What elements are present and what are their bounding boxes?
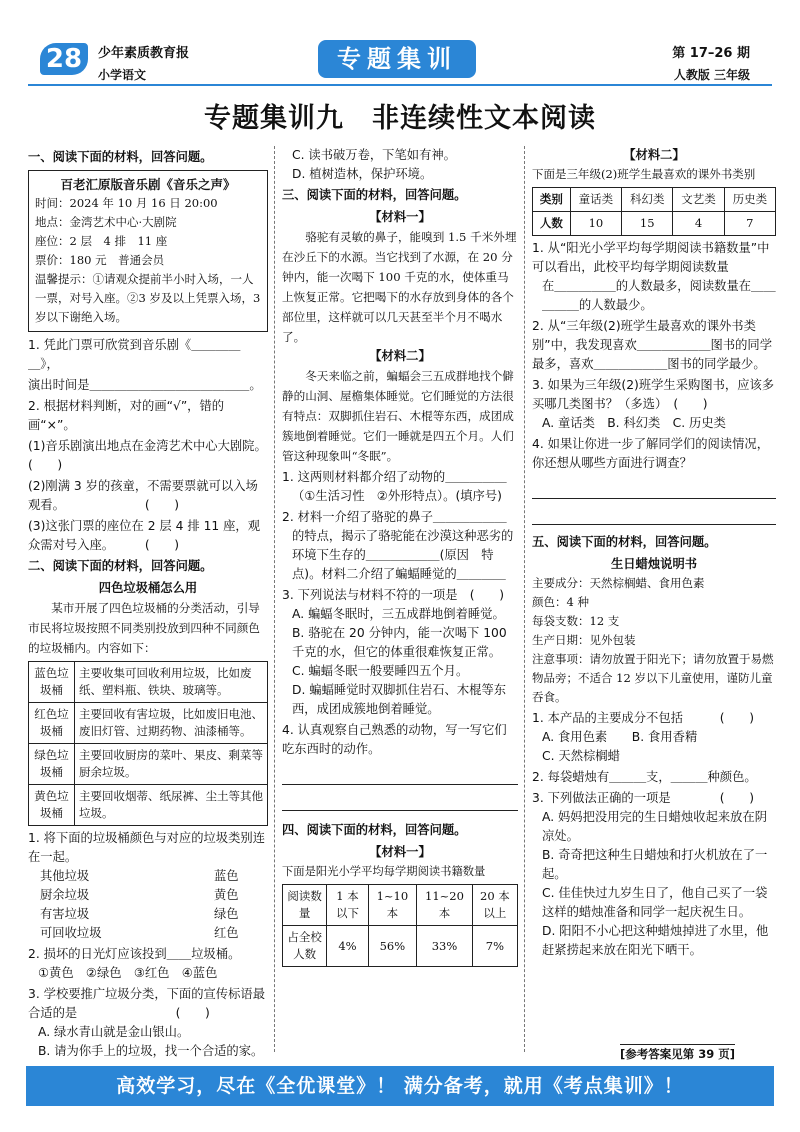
question-line: 演出时间是＿＿＿＿＿＿＿＿＿＿＿＿＿。 [28, 378, 262, 392]
section-4-heading: 四、阅读下面的材料，回答问题。 [282, 823, 467, 837]
option-c: C. 蝙蝠冬眠一般要睡四五个月。 [292, 664, 469, 678]
section-4-intro: 下面是阳光小学平均每学期阅读书籍数量 [282, 865, 486, 878]
footer-banner: 高效学习，尽在《全优课堂》！ 满分备考，就用《考点集训》！ [26, 1066, 774, 1106]
question-line: (1)音乐剧演出地点在金湾艺术中心大剧院。 ( ) [28, 439, 360, 472]
option-b: B. 请为你手上的垃圾，找一个合适的家。 [38, 1044, 264, 1058]
option-a: A. 妈妈把没用完的生日蜡烛收起来放在阴凉处。 [542, 810, 768, 843]
ticket-line: 时间：2024 年 10 月 16 日 20:00 [35, 196, 218, 210]
match-item: 有害垃圾 [40, 907, 90, 921]
match-item: 厨余垃圾 [40, 888, 90, 902]
question-line: 在＿＿＿＿＿的人数最多，阅读数量在＿＿＿＿＿的人数最少。 [542, 279, 776, 312]
question-line: （①生活习性 ②外形特点）。(填序号) [292, 489, 502, 503]
ticket-box [28, 170, 268, 332]
table-header-cell: 类别 [533, 188, 571, 212]
table-cell: 7% [472, 926, 517, 967]
spec-line: 每袋支数：12 支 [532, 614, 620, 628]
banner-title: 专题集训 [318, 40, 476, 78]
material-1-text: 骆驼有灵敏的鼻子，能嗅到 1.5 千米外埋在沙丘下的水源。当它找到了水源，在 20 分钟内，能一次喝下 100 千克的水，使体重马上恢复正常。它把喝下的水存放到身体的各个部位里，这样就可以几天甚至半个月不喝水了。 [282, 230, 517, 344]
table-row [29, 662, 268, 703]
table-cell: 人数 [533, 212, 571, 236]
bin-name: 绿色垃圾桶 [29, 744, 75, 785]
table-row [29, 703, 268, 744]
spec-line: 主要成分：天然棕榈蜡、食用色素 [532, 576, 705, 590]
bin-desc: 主要回收厨房的菜叶、果皮、剩菜等厨余垃圾。 [75, 744, 268, 785]
ticket-line: 温馨提示：①请观众提前半小时入场，一人一票，对号入座。②3 岁及以上凭票入场，3 岁以下谢绝入场。 [35, 272, 261, 324]
material-1-label: 【材料一】 [369, 210, 431, 224]
question-line: 的特点，揭示了骆驼能在沙漠这种恶劣的 [292, 529, 514, 543]
material-2-label: 【材料二】 [369, 349, 431, 363]
question-line: 2. 每袋蜡烛有＿＿＿支，＿＿＿种颜色。 [532, 770, 757, 784]
table-row [283, 885, 518, 926]
section-2-intro: 某市开展了四色垃圾桶的分类活动，引导市民将垃圾按照不同类别投放到四种不同颜色的垃圾桶内。内容如下： [28, 601, 260, 655]
table-header-cell: 20 本以上 [472, 885, 517, 926]
subject-label: 小学语文 [98, 68, 147, 82]
header-rule [28, 84, 772, 86]
question-line: 2. 从“三年级(2)班学生最喜欢的课外书类别”中，我发现喜欢＿＿＿＿＿＿图书的同学最多，喜欢＿＿＿＿＿＿图书的同学最少。 [532, 319, 773, 371]
table-header-cell: 童话类 [570, 188, 621, 212]
option-b: B. 奇奇把这种生日蜡烛和打火机放在了一起。 [542, 848, 768, 881]
material-2-label: 【材料二】 [623, 148, 685, 162]
column-3 [532, 146, 776, 960]
category-table [532, 187, 776, 236]
option-d: D. 植树造林，保护环境。 [292, 167, 433, 181]
issue-label: 第 17–26 期 [672, 46, 750, 61]
section-2-title: 四色垃圾桶怎么用 [98, 581, 198, 595]
column-divider [524, 146, 525, 1052]
material-1-label: 【材料一】 [369, 845, 431, 859]
ticket-line: 地点：金湾艺术中心·大剧院 [35, 215, 177, 229]
question-line: 4. 认真观察自己熟悉的动物，写一写它们吃东西时的动作。 [282, 723, 507, 756]
table-row [29, 785, 268, 826]
question-line: 1. 这两则材料都介绍了动物的＿＿＿＿＿ [282, 470, 507, 484]
bin-desc: 主要收集可回收利用垃圾，比如废纸、塑料瓶、铁块、玻璃等。 [75, 662, 268, 703]
question-line: (2)刚满 3 岁的孩童，不需要票就可以入场观看。 ( ) [28, 479, 258, 512]
match-item: 绿色 [214, 907, 239, 921]
table-header-cell: 历史类 [724, 188, 775, 212]
table-cell: 4 [673, 212, 724, 236]
question-line: 2. 根据材料判断，对的画“√”，错的画“×”。 [28, 399, 225, 432]
ticket-line: 座位：2 层 4 排 11 座 [35, 234, 168, 248]
material-2-intro: 下面是三年级(2)班学生最喜欢的课外书类别 [532, 167, 756, 181]
table-header-cell: 11~20 本 [417, 885, 473, 926]
bin-desc: 主要回收有害垃圾，比如废旧电池、废旧灯管、过期药物、油漆桶等。 [75, 703, 268, 744]
edition-label: 人教版 三年级 [673, 68, 750, 82]
match-item: 黄色 [214, 888, 239, 902]
bin-name: 黄色垃圾桶 [29, 785, 75, 826]
table-cell: 7 [724, 212, 775, 236]
section-5-title: 生日蜡烛说明书 [610, 557, 698, 571]
ticket-title: 百老汇原版音乐剧《音乐之声》 [60, 177, 236, 192]
table-cell: 10 [570, 212, 621, 236]
answer-line[interactable] [282, 785, 518, 811]
answer-line[interactable] [532, 473, 776, 499]
match-item: 蓝色 [214, 869, 239, 883]
bin-name: 蓝色垃圾桶 [29, 662, 75, 703]
column-divider [274, 146, 275, 1052]
table-header-cell: 1~10 本 [368, 885, 416, 926]
question-line: 2. 损坏的日光灯应该投到＿＿垃圾桶。 [28, 947, 241, 961]
option-d: D. 蝙蝠睡觉时双脚抓住岩石、木棍等东西，成团成簇地倒着睡觉。 [292, 683, 507, 716]
spec-line: 注意事项：请勿放置于阳光下；请勿放置于易燃物品旁；不适合 12 岁以下儿童使用，谨防儿童吞食。 [532, 652, 774, 704]
page-title: 专题集训九 非连续性文本阅读 [204, 103, 596, 134]
question-line: 4. 如果让你进一步了解同学们的阅读情况，你还想从哪些方面进行调查？ [532, 437, 769, 470]
question-line: 点)。材料二介绍了蝙蝠睡觉的＿＿＿＿ [292, 567, 506, 581]
table-header-cell: 1 本以下 [327, 885, 368, 926]
table-row [533, 212, 776, 236]
options-line: C. 天然棕榈蜡 [542, 749, 620, 763]
table-header-cell: 阅读数量 [283, 885, 327, 926]
section-2-heading: 二、阅读下面的材料，回答问题。 [28, 559, 213, 573]
section-5-heading: 五、阅读下面的材料，回答问题。 [532, 535, 717, 549]
question-line: 1. 将下面的垃圾桶颜色与对应的垃圾类别连在一起。 [28, 831, 265, 864]
ticket-line: 票价：180 元 普通会员 [35, 253, 165, 267]
option-d: D. 阳阳不小心把这种蜡烛掉进了水里，他赶紧捞起来放在阳光下晒干。 [542, 924, 769, 957]
spec-line: 颜色：4 种 [532, 595, 589, 609]
answer-line[interactable] [282, 759, 518, 785]
match-item: 其他垃圾 [40, 869, 90, 883]
bin-name: 红色垃圾桶 [29, 703, 75, 744]
material-2-text: 冬天来临之前，蝙蝠会三五成群地找个僻静的山洞、屋檐集体睡觉。它们睡觉的方法很有特点：双脚抓住岩石、木棍等东西，成团成簇地倒着睡觉。它们一睡就是四五个月。人们管这种现象叫“冬眠”。 [282, 369, 514, 463]
reading-table [282, 884, 518, 967]
table-header-cell: 文艺类 [673, 188, 724, 212]
table-cell: 占全校人数 [283, 926, 327, 967]
bin-desc: 主要回收烟蒂、纸尿裤、尘土等其他垃圾。 [75, 785, 268, 826]
question-line: (3)这张门票的座位在 2 层 4 排 11 座，观众需对号入座。 ( ) [28, 519, 261, 552]
options-line: ①黄色 ②绿色 ③红色 ④蓝色 [38, 966, 218, 980]
section-1-heading: 一、阅读下面的材料，回答问题。 [28, 150, 213, 164]
option-b: B. 骆驼在 20 分钟内，能一次喝下 100 千克的水，但它的体重很难恢复正常。 [292, 626, 507, 659]
option-a: A. 绿水青山就是金山银山。 [38, 1025, 190, 1039]
question-line: 3. 下列说法与材料不符的一项是 ( ) [282, 588, 504, 602]
match-item: 可回收垃圾 [40, 926, 102, 940]
options-line: A. 食用色素 B. 食用香精 [542, 730, 698, 744]
table-cell: 56% [368, 926, 416, 967]
match-item: 红色 [214, 926, 239, 940]
question-line: 1. 凭此门票可欣赏到音乐剧《＿＿＿＿＿》， [28, 338, 241, 371]
question-line: 3. 学校要推广垃圾分类，下面的宣传标语最合适的是 ( ) [28, 987, 265, 1020]
question-line: 1. 本产品的主要成分不包括 ( ) [532, 711, 754, 725]
bin-table [28, 661, 268, 826]
answer-reference: [参考答案见第 39 页] [620, 1044, 735, 1062]
question-line: 环境下生存的＿＿＿＿＿＿(原因 特 [292, 548, 494, 562]
page-header [0, 0, 800, 90]
matching-list [28, 867, 268, 943]
option-c: C. 佳佳快过九岁生日了，他自己买了一袋这样的蜡烛准备和同学一起庆祝生日。 [542, 886, 768, 919]
option-a: A. 蝙蝠冬眠时，三五成群地倒着睡觉。 [292, 607, 505, 621]
options-line: A. 童话类 B. 科幻类 C. 历史类 [542, 416, 726, 430]
option-c: C. 读书破万卷，下笔如有神。 [292, 148, 456, 162]
table-row [283, 926, 518, 967]
section-3-heading: 三、阅读下面的材料，回答问题。 [282, 188, 467, 202]
table-cell: 4% [327, 926, 368, 967]
answer-line[interactable] [532, 499, 776, 525]
question-line: 1. 从“阳光小学平均每学期阅读书籍数量”中可以看出，此校平均每学期阅读数量 [532, 241, 770, 274]
column-2 [282, 146, 518, 970]
table-cell: 15 [622, 212, 673, 236]
page-number-badge: 28 [40, 43, 88, 75]
table-header-cell: 科幻类 [622, 188, 673, 212]
spec-line: 生产日期：见外包装 [532, 633, 636, 647]
table-row [533, 188, 776, 212]
newspaper-name: 少年素质教育报 [98, 46, 190, 61]
question-line: 3. 如果为三年级(2)班学生采购图书，应该多买哪几类图书？（多选） ( ) [532, 378, 775, 411]
question-line: 3. 下列做法正确的一项是 ( ) [532, 791, 754, 805]
table-row [29, 744, 268, 785]
question-line: 2. 材料一介绍了骆驼的鼻子＿＿＿＿＿＿ [282, 510, 507, 524]
table-cell: 33% [417, 926, 473, 967]
